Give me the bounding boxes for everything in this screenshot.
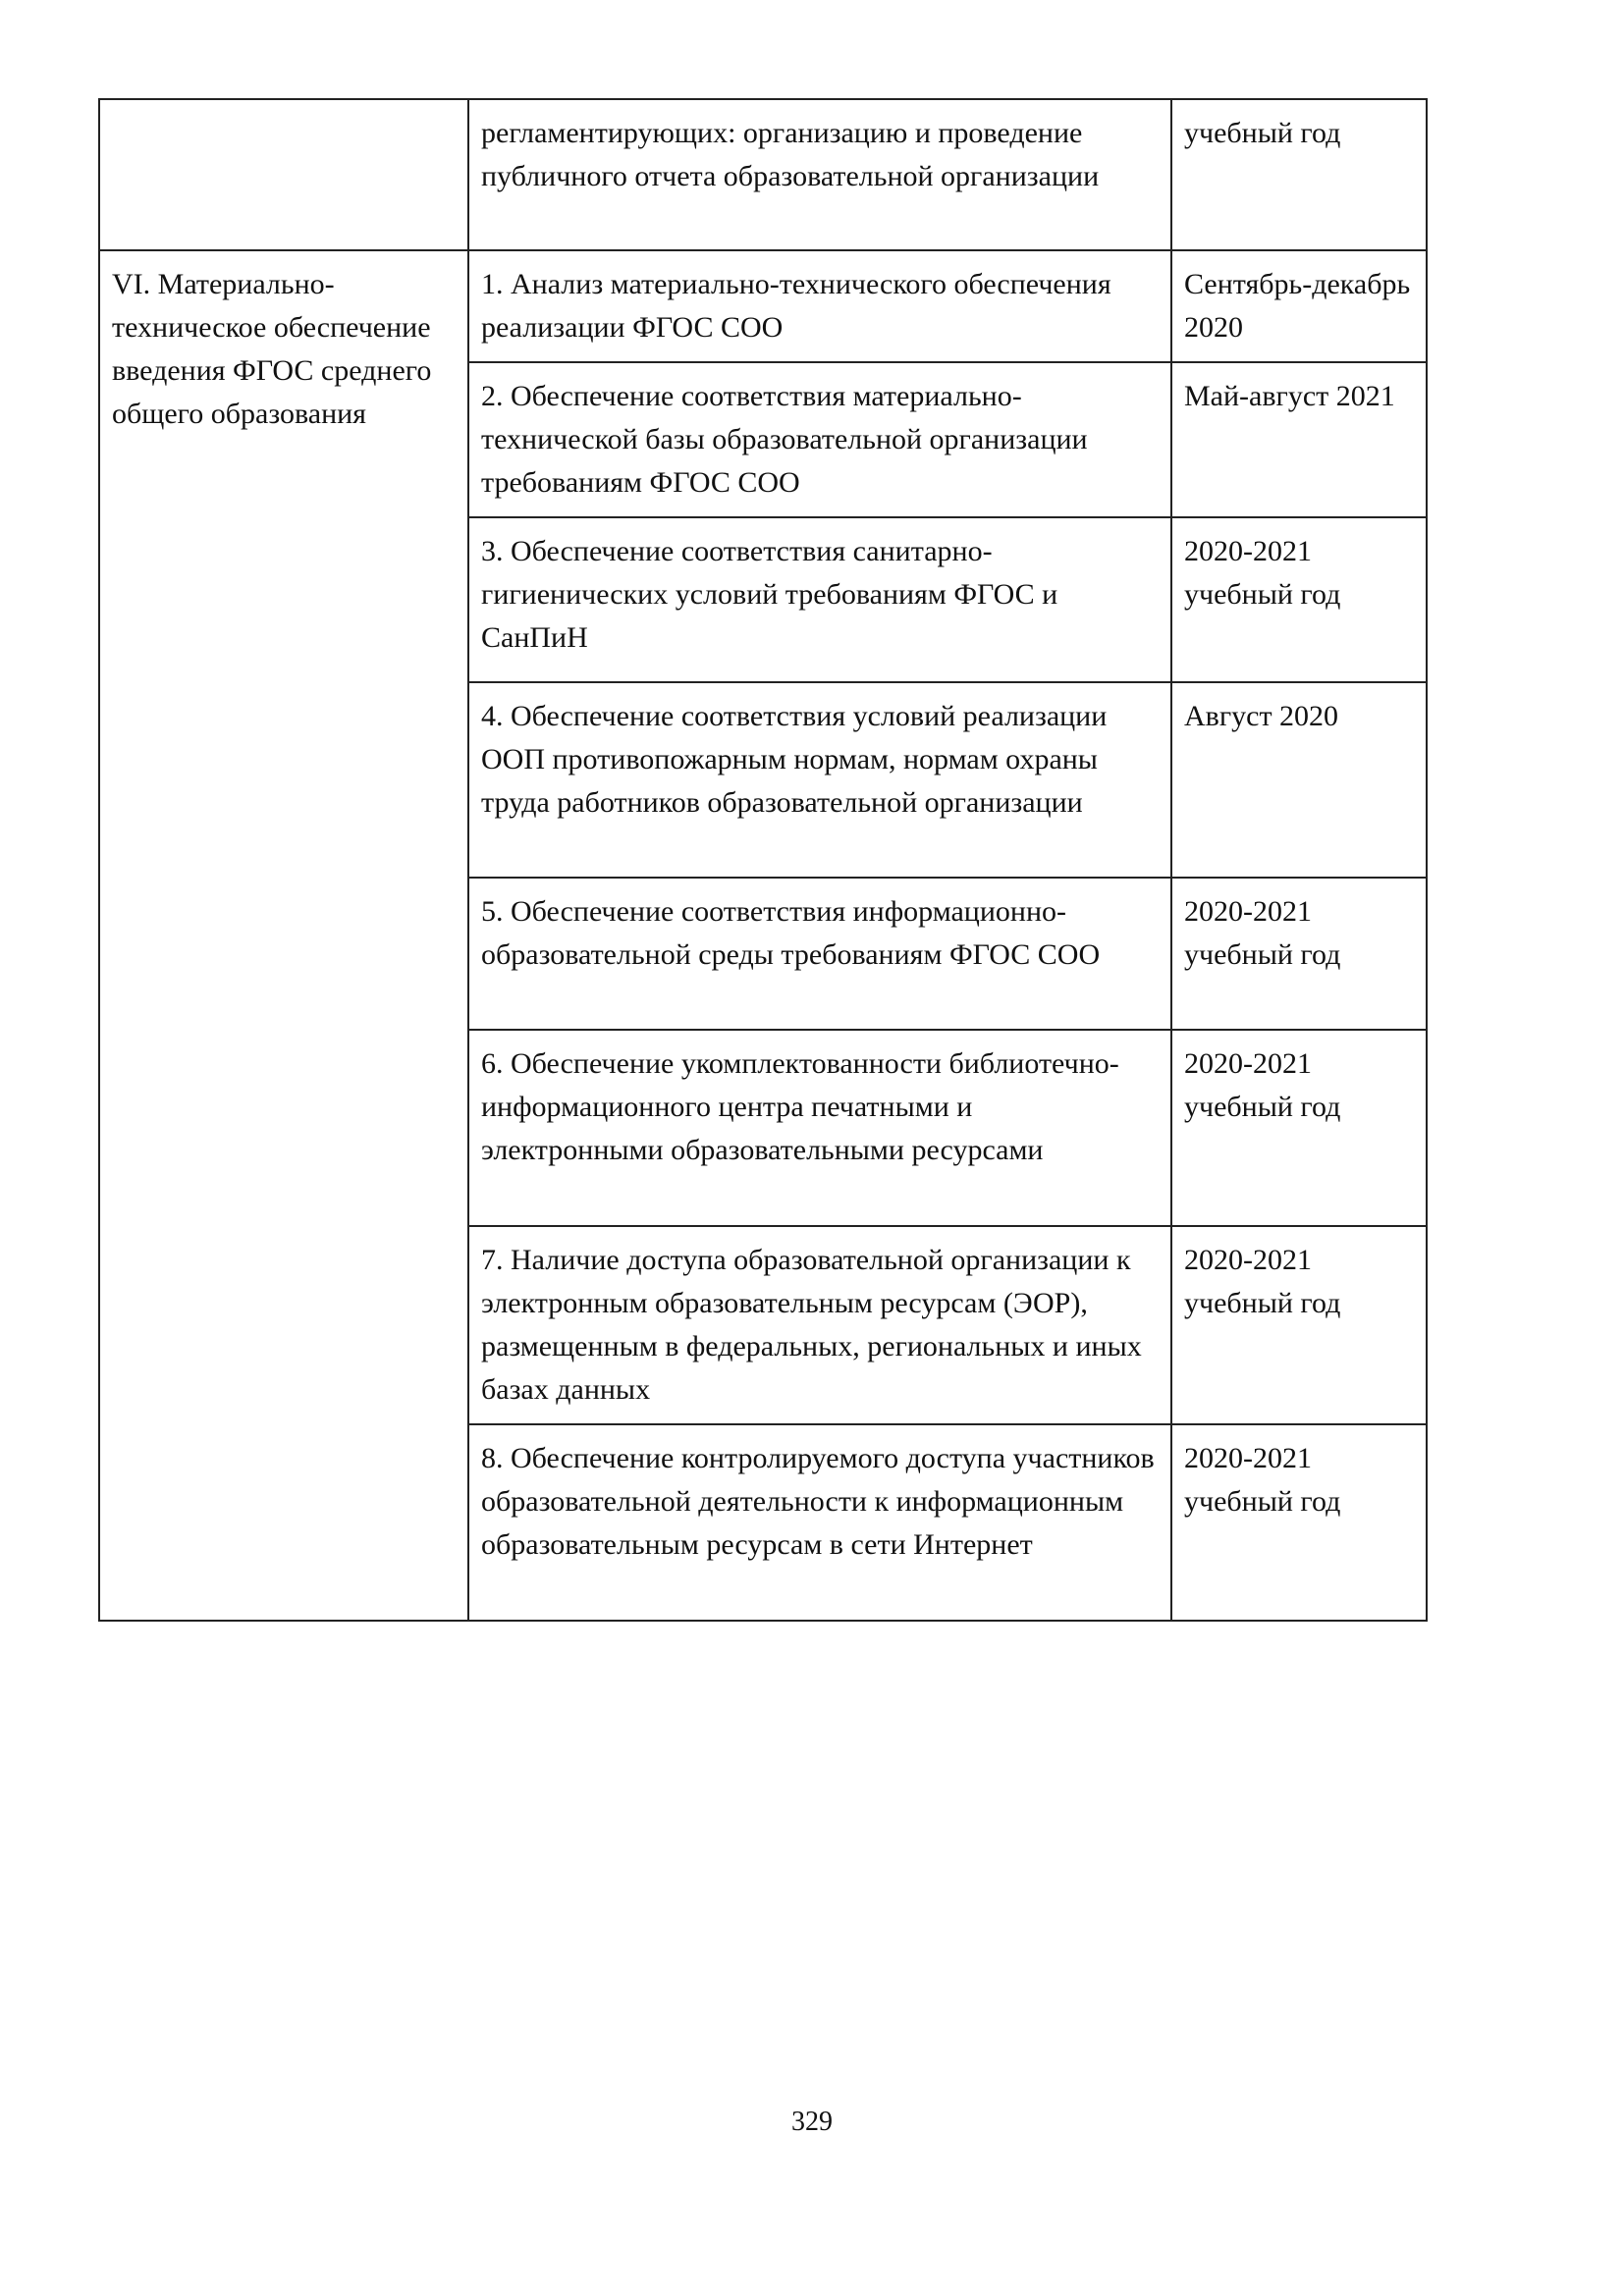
activity-cell: 2. Обеспечение соответствия материально-технической базы образовательной организации требованиям ФГОС СОО bbox=[468, 362, 1171, 517]
term-cell: 2020-2021 учебный год bbox=[1171, 1424, 1427, 1621]
activity-cell: 1. Анализ материально-технического обеспечения реализации ФГОС СОО bbox=[468, 250, 1171, 362]
activity-cell: 8. Обеспечение контролируемого доступа участников образовательной деятельности к информационным образовательным ресурсам в сети Интернет bbox=[468, 1424, 1171, 1621]
term-cell: 2020-2021 учебный год bbox=[1171, 1030, 1427, 1226]
term-cell: учебный год bbox=[1171, 99, 1427, 250]
term-cell: 2020-2021 учебный год bbox=[1171, 517, 1427, 682]
activity-cell: регламентирующих: организацию и проведение публичного отчета образовательной организации bbox=[468, 99, 1171, 250]
section-cell-empty bbox=[99, 99, 468, 250]
activity-cell: 3. Обеспечение соответствия санитарно-гигиенических условий требованиям ФГОС и СанПиН bbox=[468, 517, 1171, 682]
activity-cell: 5. Обеспечение соответствия информационно-образовательной среды требованиям ФГОС СОО bbox=[468, 878, 1171, 1030]
term-cell: Сентябрь-декабрь 2020 bbox=[1171, 250, 1427, 362]
term-cell: 2020-2021 учебный год bbox=[1171, 1226, 1427, 1424]
term-cell: Май-август 2021 bbox=[1171, 362, 1427, 517]
term-cell: 2020-2021 учебный год bbox=[1171, 878, 1427, 1030]
table-row bbox=[99, 250, 1427, 362]
activity-cell: 4. Обеспечение соответствия условий реализации ООП противопожарным нормам, нормам охраны труда работников образовательной организации bbox=[468, 682, 1171, 878]
activity-cell: 6. Обеспечение укомплектованности библиотечно-информационного центра печатными и электронными образовательными ресурсами bbox=[468, 1030, 1171, 1226]
term-cell: Август 2020 bbox=[1171, 682, 1427, 878]
plan-table bbox=[98, 98, 1428, 1622]
section-title-cell: VI. Материально-техническое обеспечение введения ФГОС среднего общего образования bbox=[99, 250, 468, 1621]
table-row bbox=[99, 99, 1427, 250]
page-number: 329 bbox=[791, 2107, 833, 2137]
activity-cell: 7. Наличие доступа образовательной организации к электронным образовательным ресурсам (ЭОР), размещенным в федеральных, региональных и иных базах данных bbox=[468, 1226, 1171, 1424]
